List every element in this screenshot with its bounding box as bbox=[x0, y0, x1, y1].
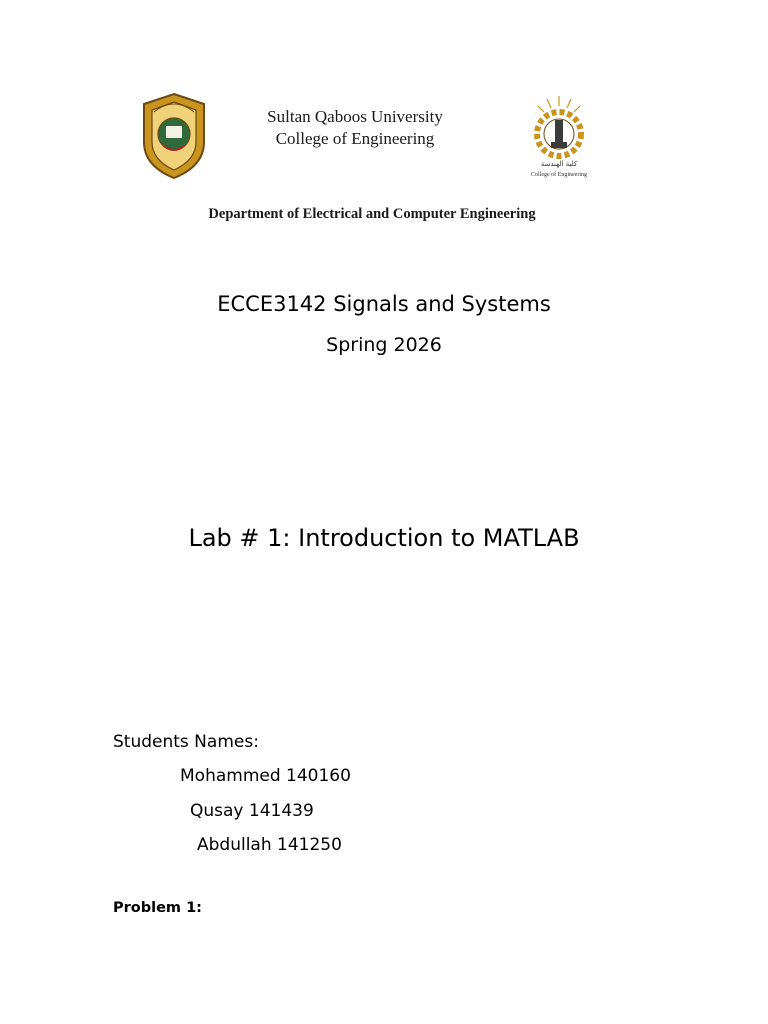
emblem-caption: College of Engineering bbox=[531, 172, 587, 178]
department-name: Department of Electrical and Computer Engineering bbox=[208, 206, 536, 222]
course-title: ECCE3142 Signals and Systems bbox=[217, 292, 551, 316]
student-name: Abdullah 141250 bbox=[197, 835, 342, 855]
college-of-engineering-emblem-icon bbox=[522, 92, 596, 180]
emblem-arabic-text: كلية الهندسة bbox=[540, 160, 578, 168]
course-term: Spring 2026 bbox=[326, 334, 442, 356]
university-line-1: Sultan Qaboos University bbox=[267, 107, 443, 126]
lab-title: Lab # 1: Introduction to MATLAB bbox=[188, 524, 580, 552]
student-name: Mohammed 140160 bbox=[180, 766, 351, 786]
students-label: Students Names: bbox=[113, 732, 259, 752]
student-name: Qusay 141439 bbox=[190, 801, 314, 821]
university-name bbox=[230, 106, 480, 150]
university-crest-icon bbox=[138, 92, 210, 180]
university-line-2: College of Engineering bbox=[275, 129, 435, 148]
problem-heading: Problem 1: bbox=[113, 900, 202, 916]
